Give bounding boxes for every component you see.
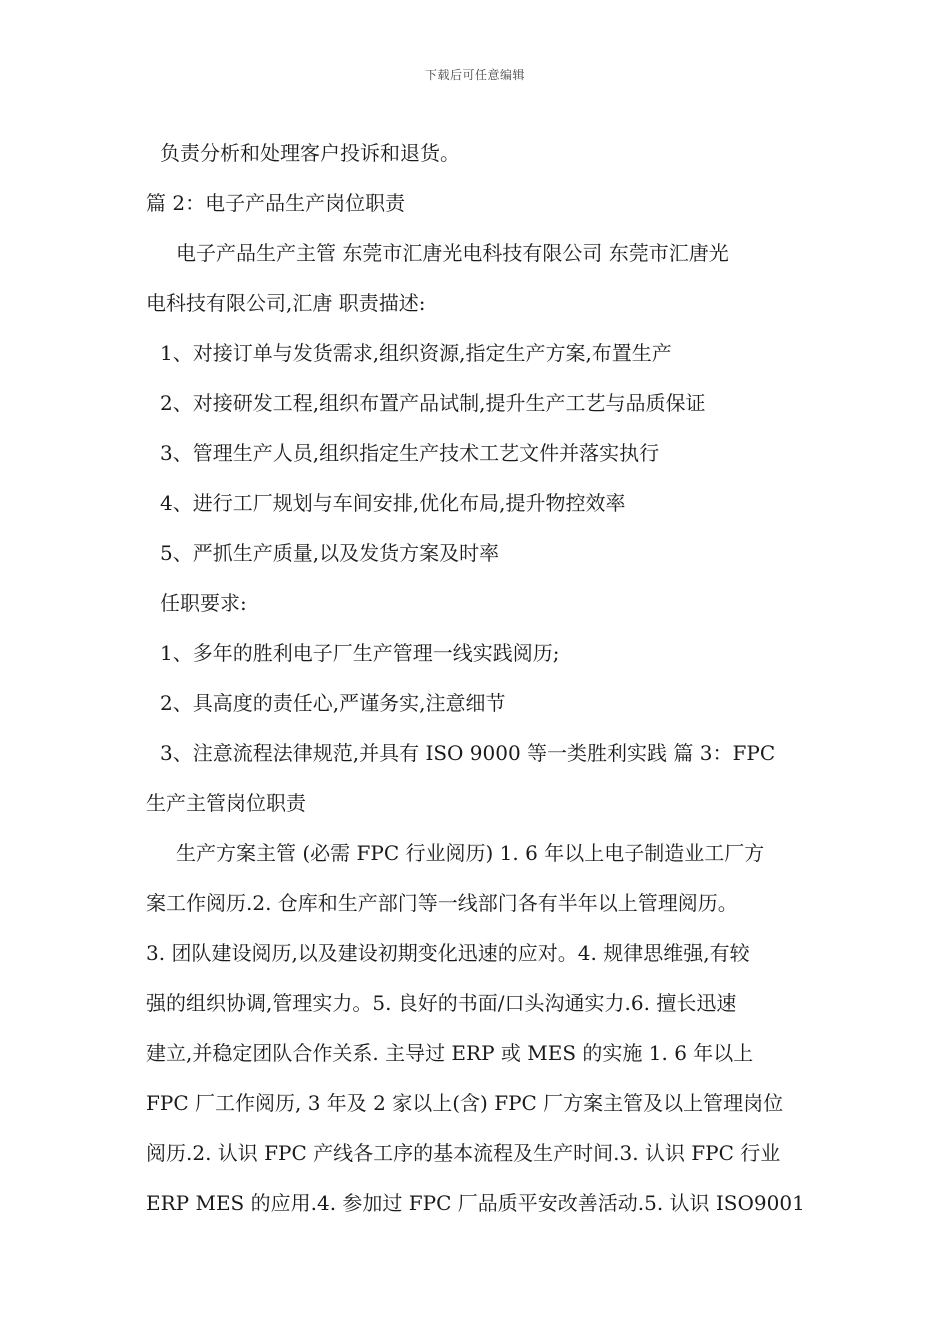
section-heading: 生产主管岗位职责 (146, 791, 306, 815)
list-item: 5、严抓生产质量,以及发货方案及时率 (160, 541, 500, 565)
paragraph-line: 电子产品生产主管 东莞市汇唐光电科技有限公司 东莞市汇唐光 (176, 241, 729, 265)
paragraph-line: 电科技有限公司,汇唐 职责描述: (146, 291, 426, 315)
list-item: 3、管理生产人员,组织指定生产技术工艺文件并落实执行 (160, 441, 660, 465)
list-item: 1、多年的胜利电子厂生产管理一线实践阅历; (160, 641, 560, 665)
paragraph-line: 阅历.2. 认识 FPC 产线各工序的基本流程及生产时间.3. 认识 FPC 行业 (146, 1141, 781, 1165)
list-item: 3、注意流程法律规范,并具有 ISO 9000 等一类胜利实践 篇 3：FPC (160, 741, 776, 765)
paragraph-line: 3. 团队建设阅历,以及建设初期变化迅速的应对。4. 规律思维强,有较 (146, 941, 750, 965)
subheading: 任职要求: (160, 591, 247, 615)
list-item: 2、对接研发工程,组织布置产品试制,提升生产工艺与品质保证 (160, 391, 706, 415)
section-heading: 篇 2：电子产品生产岗位职责 (146, 191, 406, 215)
list-item: 1、对接订单与发货需求,组织资源,指定生产方案,布置生产 (160, 341, 672, 365)
paragraph-line: FPC 厂工作阅历, 3 年及 2 家以上(含) FPC 厂方案主管及以上管理岗位 (146, 1091, 784, 1115)
paragraph-line: 案工作阅历.2. 仓库和生产部门等一线部门各有半年以上管理阅历。 (146, 891, 738, 915)
paragraph-line: 建立,并稳定团队合作关系. 主导过 ERP 或 MES 的实施 1. 6 年以上 (146, 1041, 754, 1065)
document-body (146, 128, 811, 1228)
page-header: 下载后可任意编辑 (424, 68, 525, 82)
paragraph-line: 负责分析和处理客户投诉和退货。 (160, 141, 460, 165)
paragraph-line: ERP MES 的应用.4. 参加过 FPC 厂品质平安改善活动.5. 认识 ISO9001 (146, 1191, 805, 1215)
paragraph-line: 强的组织协调,管理实力。5. 良好的书面/口头沟通实力.6. 擅长迅速 (146, 991, 737, 1015)
paragraph-line: 生产方案主管 (必需 FPC 行业阅历) 1. 6 年以上电子制造业工厂方 (176, 841, 765, 865)
list-item: 4、进行工厂规划与车间安排,优化布局,提升物控效率 (160, 491, 626, 515)
list-item: 2、具高度的责任心,严谨务实,注意细节 (160, 691, 506, 715)
